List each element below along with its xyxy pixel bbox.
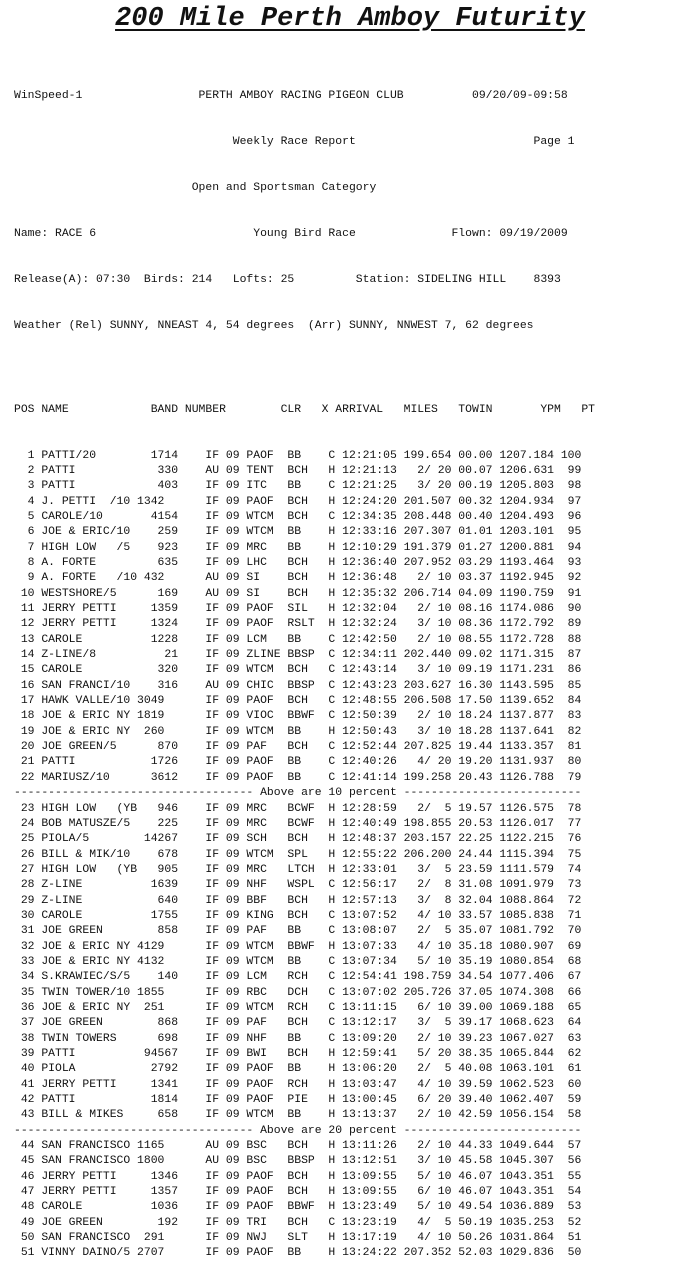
report-header-line: WinSpeed-1 PERTH AMBOY RACING PIGEON CLUB 09/20/09-09:58 bbox=[14, 89, 568, 102]
report-header-line: Weather (Rel) SUNNY, NNEAST 4, 54 degrees (Arr) SUNNY, NNWEST 7, 62 degrees bbox=[14, 319, 534, 332]
table-row: 30 CAROLE 1755 IF 09 KING BCH C 13:07:52 4/ 10 33.57 1085.838 71 bbox=[14, 909, 582, 922]
report-header-line: Weekly Race Report Page 1 bbox=[14, 135, 575, 148]
table-row: 39 PATTI 94567 IF 09 BWI BCH H 12:59:41 5/ 20 38.35 1065.844 62 bbox=[14, 1048, 582, 1060]
spacer bbox=[14, 365, 595, 372]
table-row: 7 HIGH LOW /5 923 IF 09 MRC BB H 12:10:29 191.379 01.27 1200.881 94 bbox=[14, 541, 582, 554]
table-row: 3 PATTI 403 IF 09 ITC BB C 12:21:25 3/ 20 00.19 1205.803 98 bbox=[14, 480, 582, 493]
table-row: 6 JOE & ERIC/10 259 IF 09 WTCM BB H 12:33:16 207.307 01.01 1203.101 95 bbox=[14, 526, 582, 539]
table-row: 9 A. FORTE /10 432 AU 09 SI BCH H 12:36:48 2/ 10 03.37 1192.945 92 bbox=[14, 572, 582, 585]
race-report bbox=[14, 58, 595, 1277]
table-row: 31 JOE GREEN 858 IF 09 PAF BB C 13:08:07 2/ 5 35.07 1081.792 70 bbox=[14, 925, 582, 938]
table-row: 48 CAROLE 1036 IF 09 PAOF BBWF H 13:23:49 5/ 10 49.54 1036.889 53 bbox=[14, 1201, 582, 1214]
report-header-line: Release(A): 07:30 Birds: 214 Lofts: 25 Station: SIDELING HILL 8393 bbox=[14, 273, 561, 286]
table-row: 18 JOE & ERIC NY 1819 IF 09 VIOC BBWF C 12:50:39 2/ 10 18.24 1137.877 83 bbox=[14, 710, 582, 723]
table-row: 42 PATTI 1814 IF 09 PAOF PIE H 13:00:45 6/ 20 39.40 1062.407 59 bbox=[14, 1094, 582, 1107]
table-row: 38 TWIN TOWERS 698 IF 09 NHF BB C 13:09:20 2/ 10 39.23 1067.027 63 bbox=[14, 1032, 582, 1045]
table-row: 46 JERRY PETTI 1346 IF 09 PAOF BCH H 13:09:55 5/ 10 46.07 1043.351 55 bbox=[14, 1170, 582, 1183]
table-row: 50 SAN FRANCISCO 291 IF 09 NWJ SLT H 13:17:19 4/ 10 50.26 1031.864 51 bbox=[14, 1232, 582, 1245]
table-row: 27 HIGH LOW (YB 905 IF 09 MRC LTCH H 12:33:01 3/ 5 23.59 1111.579 74 bbox=[14, 863, 582, 876]
column-header: POS NAME BAND NUMBER CLR X ARRIVAL MILES TOWIN YPM PT bbox=[14, 403, 596, 416]
table-row: 45 SAN FRANCISCO 1800 AU 09 BSC BBSP H 13:12:51 3/ 10 45.58 1045.307 56 bbox=[14, 1155, 582, 1168]
table-row: 29 Z-LINE 640 IF 09 BBF BCH H 12:57:13 3/ 8 32.04 1088.864 72 bbox=[14, 894, 582, 907]
table-row: 11 JERRY PETTI 1359 IF 09 PAOF SIL H 12:32:04 2/ 10 08.16 1174.086 90 bbox=[14, 603, 582, 616]
results-table bbox=[14, 449, 595, 1262]
table-row: 49 JOE GREEN 192 IF 09 TRI BCH C 13:23:19 4/ 5 50.19 1035.253 52 bbox=[14, 1216, 582, 1229]
table-row: 33 JOE & ERIC NY 4132 IF 09 WTCM BB C 13:07:34 5/ 10 35.19 1080.854 68 bbox=[14, 955, 582, 968]
page-title: 200 Mile Perth Amboy Futurity bbox=[115, 4, 585, 34]
table-row: 10 WESTSHORE/5 169 AU 09 SI BCH H 12:35:32 206.714 04.09 1190.759 91 bbox=[14, 587, 582, 600]
percent-divider: ----------------------------------- Above are 20 percent -------------------------- bbox=[14, 1124, 582, 1137]
table-row: 41 JERRY PETTI 1341 IF 09 PAOF RCH H 13:03:47 4/ 10 39.59 1062.523 60 bbox=[14, 1078, 582, 1091]
table-row: 47 JERRY PETTI 1357 IF 09 PAOF BCH H 13:09:55 6/ 10 46.07 1043.351 54 bbox=[14, 1186, 582, 1199]
table-row: 16 SAN FRANCI/10 316 AU 09 CHIC BBSP C 12:43:23 203.627 16.30 1143.595 85 bbox=[14, 679, 582, 692]
table-row: 4 J. PETTI /10 1342 IF 09 PAOF BCH H 12:24:20 201.507 00.32 1204.934 97 bbox=[14, 495, 582, 508]
table-row: 34 S.KRAWIEC/S/5 140 IF 09 LCM RCH C 12:54:41 198.759 34.54 1077.406 67 bbox=[14, 971, 582, 984]
table-row: 40 PIOLA 2792 IF 09 PAOF BB H 13:06:20 2/ 5 40.08 1063.101 61 bbox=[14, 1063, 582, 1076]
table-row: 35 TWIN TOWER/10 1855 IF 09 RBC DCH C 13:07:02 205.726 37.05 1074.308 66 bbox=[14, 986, 582, 999]
table-row: 32 JOE & ERIC NY 4129 IF 09 WTCM BBWF H 13:07:33 4/ 10 35.18 1080.907 69 bbox=[14, 940, 582, 953]
table-row: 28 Z-LINE 1639 IF 09 NHF WSPL C 12:56:17 2/ 8 31.08 1091.979 73 bbox=[14, 879, 582, 892]
table-row: 25 PIOLA/5 14267 IF 09 SCH BCH H 12:48:37 203.157 22.25 1122.215 76 bbox=[14, 833, 582, 846]
table-row: 19 JOE & ERIC NY 260 IF 09 WTCM BB H 12:50:43 3/ 10 18.28 1137.641 82 bbox=[14, 725, 582, 738]
table-row: 36 JOE & ERIC NY 251 IF 09 WTCM RCH C 13:11:15 6/ 10 39.00 1069.188 65 bbox=[14, 1001, 582, 1014]
report-header-line: Open and Sportsman Category bbox=[14, 181, 377, 194]
table-row: 37 JOE GREEN 868 IF 09 PAF BCH C 13:12:17 3/ 5 39.17 1068.623 64 bbox=[14, 1017, 582, 1030]
table-row: 23 HIGH LOW (YB 946 IF 09 MRC BCWF H 12:28:59 2/ 5 19.57 1126.575 78 bbox=[14, 802, 582, 815]
table-row: 24 BOB MATUSZE/5 225 IF 09 MRC BCWF H 12:40:49 198.855 20.53 1126.017 77 bbox=[14, 817, 582, 830]
table-row: 1 PATTI/20 1714 IF 09 PAOF BB C 12:21:05 199.654 00.00 1207.184 100 bbox=[14, 449, 582, 462]
table-row: 2 PATTI 330 AU 09 TENT BCH H 12:21:13 2/ 20 00.07 1206.631 99 bbox=[14, 464, 582, 477]
table-row: 22 MARIUSZ/10 3612 IF 09 PAOF BB C 12:41:14 199.258 20.43 1126.788 79 bbox=[14, 771, 582, 784]
table-row: 43 BILL & MIKES 658 IF 09 WTCM BB H 13:13:37 2/ 10 42.59 1056.154 58 bbox=[14, 1109, 582, 1122]
table-row: 12 JERRY PETTI 1324 IF 09 PAOF RSLT H 12:32:24 3/ 10 08.36 1172.792 89 bbox=[14, 618, 582, 631]
percent-divider: ----------------------------------- Above are 10 percent -------------------------- bbox=[14, 787, 582, 800]
table-row: 13 CAROLE 1228 IF 09 LCM BB C 12:42:50 2/ 10 08.55 1172.728 88 bbox=[14, 633, 582, 646]
table-row: 21 PATTI 1726 IF 09 PAOF BB C 12:40:26 4/ 20 19.20 1131.937 80 bbox=[14, 756, 582, 769]
table-row: 44 SAN FRANCISCO 1165 AU 09 BSC BCH H 13:11:26 2/ 10 44.33 1049.644 57 bbox=[14, 1140, 582, 1153]
table-row: 17 HAWK VALLE/10 3049 IF 09 PAOF BCH C 12:48:55 206.508 17.50 1139.652 84 bbox=[14, 695, 582, 708]
table-row: 26 BILL & MIK/10 678 IF 09 WTCM SPL H 12:55:22 206.200 24.44 1115.394 75 bbox=[14, 848, 582, 861]
table-row: 20 JOE GREEN/5 870 IF 09 PAF BCH C 12:52:44 207.825 19.44 1133.357 81 bbox=[14, 741, 582, 754]
table-row: 14 Z-LINE/8 21 IF 09 ZLINE BBSP C 12:34:11 202.440 09.02 1171.315 87 bbox=[14, 649, 582, 662]
table-row: 15 CAROLE 320 IF 09 WTCM BCH C 12:43:14 3/ 10 09.19 1171.231 86 bbox=[14, 664, 582, 677]
table-row: 5 CAROLE/10 4154 IF 09 WTCM BCH C 12:34:35 208.448 00.40 1204.493 96 bbox=[14, 510, 582, 523]
table-row: 51 VINNY DAINO/5 2707 IF 09 PAOF BB H 13:24:22 207.352 52.03 1029.836 50 bbox=[14, 1247, 582, 1260]
table-row: 8 A. FORTE 635 IF 09 LHC BCH H 12:36:40 207.952 03.29 1193.464 93 bbox=[14, 557, 582, 569]
report-header-line: Name: RACE 6 Young Bird Race Flown: 09/19/2009 bbox=[14, 227, 568, 240]
